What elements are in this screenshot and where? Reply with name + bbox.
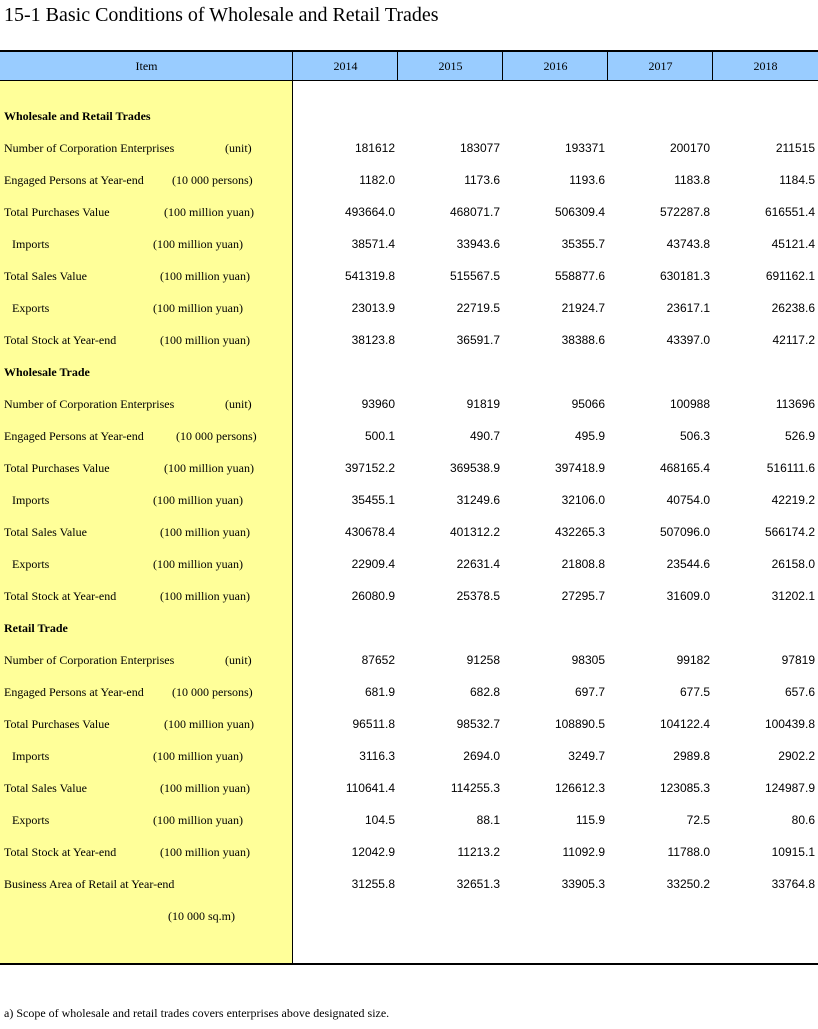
- row-label: Total Purchases Value: [4, 205, 110, 219]
- cell-value-2015: 31249.6: [456, 493, 500, 507]
- cell-value-2015: 2694.0: [463, 749, 500, 763]
- cell-value-2014: 22909.4: [351, 557, 395, 571]
- row-unit: (100 million yuan): [160, 333, 250, 347]
- cell-value-2015: 25378.5: [456, 589, 500, 603]
- cell-value-2018: 33764.8: [771, 877, 815, 891]
- cell-value-2015: 88.1: [476, 813, 500, 827]
- cell-value-2015: 682.8: [469, 685, 500, 699]
- row-unit: (100 million yuan): [164, 205, 254, 219]
- cell-value-2016: 558877.6: [554, 269, 605, 283]
- row-unit: (unit): [225, 141, 252, 155]
- cell-value-2014: 87652: [361, 653, 395, 667]
- row-label: Number of Corporation Enterprises: [4, 397, 175, 411]
- cell-value-2015: 401312.2: [449, 525, 500, 539]
- cell-value-2014: 500.1: [364, 429, 395, 443]
- cell-value-2017: 23617.1: [666, 301, 710, 315]
- cell-value-2016: 126612.3: [554, 781, 605, 795]
- header-year-2016: 2016: [502, 52, 608, 80]
- cell-value-2015: 114255.3: [450, 781, 500, 795]
- cell-value-2014: 38571.4: [351, 237, 395, 251]
- cell-value-2014: 38123.8: [351, 333, 395, 347]
- cell-value-2017: 468165.4: [659, 461, 710, 475]
- row-unit: (100 million yuan): [160, 589, 250, 603]
- cell-value-2016: 506309.4: [554, 205, 605, 219]
- row-label: Imports: [12, 493, 50, 507]
- cell-value-2016: 33905.3: [561, 877, 605, 891]
- row-unit: (unit): [225, 397, 252, 411]
- cell-value-2016: 11092.9: [562, 845, 605, 859]
- cell-value-2014: 681.9: [364, 685, 395, 699]
- cell-value-2017: 33250.2: [666, 877, 710, 891]
- row-label: Total Stock at Year-end: [4, 333, 117, 347]
- row-label: Total Stock at Year-end: [4, 589, 117, 603]
- page-title: 15-1 Basic Conditions of Wholesale and Retail Trades: [4, 4, 439, 26]
- header-year-2014: 2014: [292, 52, 398, 80]
- row-unit: (100 million yuan): [160, 269, 250, 283]
- row-label: Imports: [12, 237, 50, 251]
- cell-value-2018: 566174.2: [764, 525, 815, 539]
- cell-value-2015: 36591.7: [456, 333, 500, 347]
- cell-value-2016: 32106.0: [561, 493, 605, 507]
- cell-value-2018: 100439.8: [764, 717, 815, 731]
- row-unit: (10 000 persons): [172, 173, 253, 187]
- row-label: Total Stock at Year-end: [4, 845, 117, 859]
- cell-value-2015: 22719.5: [456, 301, 500, 315]
- cell-value-2016: 27295.7: [561, 589, 605, 603]
- row-unit: (unit): [225, 653, 252, 667]
- header-item: Item: [135, 59, 158, 73]
- cell-value-2014: 26080.9: [351, 589, 395, 603]
- cell-value-2014: 493664.0: [344, 205, 395, 219]
- section-heading: Wholesale Trade: [4, 365, 90, 379]
- row-label: Exports: [12, 813, 50, 827]
- row-label: Number of Corporation Enterprises: [4, 653, 175, 667]
- cell-value-2017: 123085.3: [659, 781, 710, 795]
- header-year-2015: 2015: [397, 52, 503, 80]
- cell-value-2017: 506.3: [679, 429, 710, 443]
- cell-value-2017: 677.5: [679, 685, 710, 699]
- section-heading: Retail Trade: [4, 621, 68, 635]
- row-unit: (100 million yuan): [153, 493, 243, 507]
- row-label: Exports: [12, 301, 50, 315]
- cell-value-2017: 43743.8: [666, 237, 710, 251]
- cell-value-2018: 616551.4: [764, 205, 815, 219]
- row-label: Total Sales Value: [4, 269, 87, 283]
- cell-value-2017: 40754.0: [666, 493, 710, 507]
- cell-value-2014: 23013.9: [351, 301, 395, 315]
- cell-value-2017: 104122.4: [659, 717, 710, 731]
- header-year-2018: 2018: [712, 52, 818, 80]
- cell-value-2015: 91258: [466, 653, 500, 667]
- cell-value-2014: 93960: [361, 397, 395, 411]
- cell-value-2015: 369538.9: [449, 461, 500, 475]
- cell-value-2015: 91819: [466, 397, 500, 411]
- cell-value-2018: 45121.4: [771, 237, 815, 251]
- cell-value-2018: 2902.2: [778, 749, 815, 763]
- header-year-2017: 2017: [607, 52, 713, 80]
- cell-value-2015: 515567.5: [449, 269, 500, 283]
- cell-value-2016: 98305: [571, 653, 605, 667]
- cell-value-2016: 697.7: [574, 685, 605, 699]
- cell-value-2018: 691162.1: [765, 269, 815, 283]
- row-unit: (100 million yuan): [160, 525, 250, 539]
- cell-value-2014: 3116.3: [359, 749, 395, 763]
- row-unit: (100 million yuan): [153, 237, 243, 251]
- cell-value-2017: 31609.0: [666, 589, 710, 603]
- cell-value-2018: 80.6: [791, 813, 815, 827]
- cell-value-2017: 630181.3: [659, 269, 710, 283]
- row-label: Total Purchases Value: [4, 717, 110, 731]
- row-label: Number of Corporation Enterprises: [4, 141, 175, 155]
- cell-value-2017: 1183.8: [674, 173, 710, 187]
- row-unit: (100 million yuan): [153, 557, 243, 571]
- row-label: Engaged Persons at Year-end: [4, 429, 144, 443]
- footnote: a) Scope of wholesale and retail trades covers enterprises above designated size.: [4, 1006, 390, 1020]
- row-unit: (10 000 persons): [176, 429, 257, 443]
- row-label: Total Sales Value: [4, 525, 87, 539]
- cell-value-2018: 516111.6: [766, 461, 815, 475]
- cell-value-2014: 96511.8: [352, 717, 395, 731]
- section-heading: Wholesale and Retail Trades: [4, 109, 151, 123]
- cell-value-2015: 183077: [459, 141, 500, 155]
- cell-value-2016: 21808.8: [561, 557, 605, 571]
- cell-value-2018: 97819: [781, 653, 815, 667]
- cell-value-2018: 1184.5: [779, 173, 815, 187]
- cell-value-2014: 1182.0: [359, 173, 395, 187]
- row-label: Total Sales Value: [4, 781, 87, 795]
- cell-value-2015: 98532.7: [456, 717, 500, 731]
- row-label: Exports: [12, 557, 50, 571]
- cell-value-2016: 1193.6: [569, 173, 605, 187]
- cell-value-2016: 108890.5: [554, 717, 605, 731]
- cell-value-2018: 26238.6: [771, 301, 815, 315]
- cell-value-2014: 181612: [354, 141, 395, 155]
- cell-value-2016: 193371: [564, 141, 605, 155]
- cell-value-2014: 110641.4: [345, 781, 395, 795]
- cell-value-2015: 490.7: [469, 429, 500, 443]
- row-unit: (100 million yuan): [153, 301, 243, 315]
- row-label: Imports: [12, 749, 50, 763]
- row-unit: (100 million yuan): [160, 781, 250, 795]
- cell-value-2018: 42219.2: [771, 493, 815, 507]
- row-label: Engaged Persons at Year-end: [4, 173, 144, 187]
- row-unit: (100 million yuan): [160, 845, 250, 859]
- cell-value-2017: 23544.6: [666, 557, 710, 571]
- row-unit: (100 million yuan): [164, 717, 254, 731]
- cell-value-2018: 124987.9: [764, 781, 815, 795]
- cell-value-2017: 43397.0: [666, 333, 710, 347]
- cell-value-2018: 113696: [775, 397, 815, 411]
- cell-value-2017: 572287.8: [659, 205, 710, 219]
- cell-value-2015: 32651.3: [456, 877, 500, 891]
- cell-value-2018: 42117.2: [772, 333, 815, 347]
- cell-value-2016: 95066: [571, 397, 605, 411]
- cell-value-2015: 22631.4: [456, 557, 500, 571]
- cell-value-2018: 211515: [775, 141, 815, 155]
- cell-value-2016: 495.9: [574, 429, 605, 443]
- cell-value-2018: 657.6: [784, 685, 815, 699]
- cell-value-2016: 397418.9: [554, 461, 605, 475]
- table-header: [0, 50, 818, 81]
- cell-value-2014: 541319.8: [344, 269, 395, 283]
- row-unit: (100 million yuan): [153, 749, 243, 763]
- cell-value-2014: 35455.1: [351, 493, 395, 507]
- row-label: Engaged Persons at Year-end: [4, 685, 144, 699]
- cell-value-2016: 35355.7: [561, 237, 605, 251]
- cell-value-2018: 26158.0: [771, 557, 815, 571]
- table-bottom-rule: [0, 963, 818, 965]
- cell-value-2015: 33943.6: [456, 237, 500, 251]
- cell-value-2016: 432265.3: [554, 525, 605, 539]
- cell-value-2018: 31202.1: [771, 589, 815, 603]
- cell-value-2017: 507096.0: [659, 525, 710, 539]
- row-unit: (100 million yuan): [164, 461, 254, 475]
- cell-value-2015: 11213.2: [457, 845, 500, 859]
- cell-value-2015: 468071.7: [449, 205, 500, 219]
- cell-value-2017: 2989.8: [673, 749, 710, 763]
- cell-value-2014: 397152.2: [344, 461, 395, 475]
- cell-value-2018: 526.9: [784, 429, 815, 443]
- cell-value-2017: 99182: [676, 653, 710, 667]
- cell-value-2017: 100988: [669, 397, 710, 411]
- cell-value-2017: 200170: [669, 141, 710, 155]
- row-unit: (10 000 sq.m): [168, 909, 235, 923]
- row-label: Total Purchases Value: [4, 461, 110, 475]
- cell-value-2018: 10915.1: [771, 845, 815, 859]
- cell-value-2014: 430678.4: [344, 525, 395, 539]
- cell-value-2016: 115.9: [575, 813, 605, 827]
- cell-value-2016: 38388.6: [561, 333, 605, 347]
- cell-value-2014: 104.5: [364, 813, 395, 827]
- row-unit: (100 million yuan): [153, 813, 243, 827]
- cell-value-2016: 21924.7: [561, 301, 605, 315]
- cell-value-2014: 31255.8: [351, 877, 395, 891]
- cell-value-2016: 3249.7: [568, 749, 605, 763]
- row-label: Business Area of Retail at Year-end: [4, 877, 175, 891]
- cell-value-2015: 1173.6: [464, 173, 500, 187]
- cell-value-2017: 11788.0: [667, 845, 710, 859]
- cell-value-2014: 12042.9: [351, 845, 395, 859]
- cell-value-2017: 72.5: [686, 813, 710, 827]
- row-unit: (10 000 persons): [172, 685, 253, 699]
